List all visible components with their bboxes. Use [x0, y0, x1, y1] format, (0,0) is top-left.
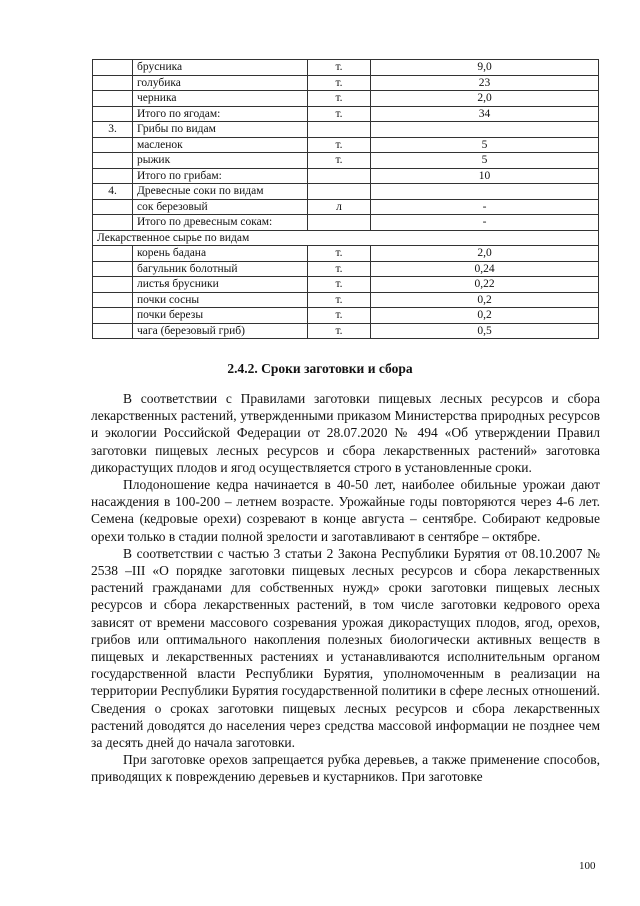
- table-row: [93, 122, 599, 138]
- row-number: 3.: [93, 122, 133, 138]
- row-number: [93, 199, 133, 215]
- row-number: [93, 215, 133, 231]
- table-row: [93, 261, 599, 277]
- table-row: [93, 308, 599, 324]
- item-name: Древесные соки по видам: [133, 184, 308, 200]
- item-unit: [308, 168, 371, 184]
- item-value: 0,5: [371, 323, 599, 339]
- item-name: масленок: [133, 137, 308, 153]
- item-value: [371, 184, 599, 200]
- item-unit: т.: [308, 277, 371, 293]
- table-row: [93, 60, 599, 76]
- row-number: [93, 91, 133, 107]
- item-unit: т.: [308, 91, 371, 107]
- table-row: [93, 277, 599, 293]
- item-name: голубика: [133, 75, 308, 91]
- item-value: 0,22: [371, 277, 599, 293]
- item-name: почки сосны: [133, 292, 308, 308]
- table-row: [93, 168, 599, 184]
- item-name: листья брусники: [133, 277, 308, 293]
- item-value: 5: [371, 153, 599, 169]
- paragraph: В соответствии с частью 3 статьи 2 Закона Республики Бурятия от 08.10.2007 № 2538 –III «О порядке заготовки пищевых лесных ресурсов и сбора лекарственных растений гражданами для собственных нужд» сроки заготовки пищевых лесных ресурсов и сбора лекарственных растений, в том числе заготовки кедрового ореха зависят от времени массового созревания урожая дикорастущих плодов, ягод, орехов, грибов или оптимального накопления полезных биологически активных веществ в пищевых и лекарственных растениях и устанавливаются исполнительным органом государственной власти Республики Бурятия, уполномоченным в реализации на территории Республики Бурятия государственной политики в сфере лесных отношений. Сведения о сроках заготовки пищевых лесных ресурсов и сбора лекарственных растений доводятся до населения через средства массовой информации не позднее чем за десять дней до начала заготовки.: [91, 545, 600, 751]
- item-name: корень бадана: [133, 246, 308, 262]
- row-number: [93, 292, 133, 308]
- item-value: 2,0: [371, 91, 599, 107]
- item-value: 2,0: [371, 246, 599, 262]
- item-name: чага (березовый гриб): [133, 323, 308, 339]
- item-value: -: [371, 215, 599, 231]
- table-row: [93, 215, 599, 231]
- item-name: черника: [133, 91, 308, 107]
- row-number: [93, 153, 133, 169]
- row-number: [93, 168, 133, 184]
- item-name: Итого по ягодам:: [133, 106, 308, 122]
- item-value: 9,0: [371, 60, 599, 76]
- row-number: [93, 246, 133, 262]
- paragraph: При заготовке орехов запрещается рубка деревьев, а также применение способов, приводящих к повреждению деревьев и кустарников. При заготовке: [91, 752, 600, 785]
- row-number: [93, 60, 133, 76]
- item-unit: т.: [308, 60, 371, 76]
- item-name: почки березы: [133, 308, 308, 324]
- table-row: [93, 292, 599, 308]
- table-row: [93, 137, 599, 153]
- item-value: [371, 122, 599, 138]
- item-unit: т.: [308, 106, 371, 122]
- item-name: брусника: [133, 60, 308, 76]
- item-value: 5: [371, 137, 599, 153]
- row-number: [93, 323, 133, 339]
- page-number: 100: [579, 860, 596, 872]
- item-value: 0,2: [371, 308, 599, 324]
- paragraph: Плодоношение кедра начинается в 40-50 лет, наиболее обильные урожаи дают насаждения в 100-200 – летнем возрасте. Урожайные годы повторяются через 4-6 лет. Семена (кедровые орехи) созревают в конце августа – сентябре. Собирают кедровые орехи только в стадии полной зрелости и заготавливают в сентябре – октябре.: [91, 477, 600, 544]
- item-name: Грибы по видам: [133, 122, 308, 138]
- table-section-row: [93, 230, 599, 246]
- row-number: 4.: [93, 184, 133, 200]
- paragraph: В соответствии с Правилами заготовки пищевых лесных ресурсов и сбора лекарственных растений, утвержденными приказом Министерства природных ресурсов и экологии Российской Федерации от 28.07.2020 № 494 «Об утверждении Правил заготовки пищевых лесных ресурсов и сбора лекарственных растений» заготовка дикорастущих плодов и ягод осуществляется строго в установленные сроки.: [91, 391, 600, 475]
- table-row: [93, 91, 599, 107]
- item-unit: т.: [308, 292, 371, 308]
- item-name: рыжик: [133, 153, 308, 169]
- row-number: [93, 277, 133, 293]
- table-row: [93, 323, 599, 339]
- item-unit: [308, 184, 371, 200]
- item-unit: т.: [308, 75, 371, 91]
- item-value: 0,24: [371, 261, 599, 277]
- item-value: 23: [371, 75, 599, 91]
- table-row: [93, 75, 599, 91]
- item-value: -: [371, 199, 599, 215]
- table-row: [93, 153, 599, 169]
- row-number: [93, 137, 133, 153]
- item-value: 0,2: [371, 292, 599, 308]
- item-unit: [308, 122, 371, 138]
- row-number: [93, 106, 133, 122]
- section-heading: 2.4.2. Сроки заготовки и сбора: [227, 361, 413, 376]
- item-unit: [308, 215, 371, 231]
- row-number: [93, 75, 133, 91]
- row-number: [93, 261, 133, 277]
- item-name: Итого по древесным сокам:: [133, 215, 308, 231]
- item-unit: т.: [308, 323, 371, 339]
- table-row: [93, 106, 599, 122]
- resources-table: [92, 59, 599, 339]
- item-unit: л: [308, 199, 371, 215]
- item-unit: т.: [308, 153, 371, 169]
- item-name: Итого по грибам:: [133, 168, 308, 184]
- item-unit: т.: [308, 246, 371, 262]
- table-row: [93, 246, 599, 262]
- item-name: сок березовый: [133, 199, 308, 215]
- table-row: [93, 199, 599, 215]
- item-unit: т.: [308, 308, 371, 324]
- body-text: [91, 390, 600, 786]
- item-value: 34: [371, 106, 599, 122]
- item-unit: т.: [308, 137, 371, 153]
- item-name: багульник болотный: [133, 261, 308, 277]
- row-number: [93, 308, 133, 324]
- table-row: [93, 184, 599, 200]
- section-label: Лекарственное сырье по видам: [93, 230, 599, 246]
- item-value: 10: [371, 168, 599, 184]
- item-unit: т.: [308, 261, 371, 277]
